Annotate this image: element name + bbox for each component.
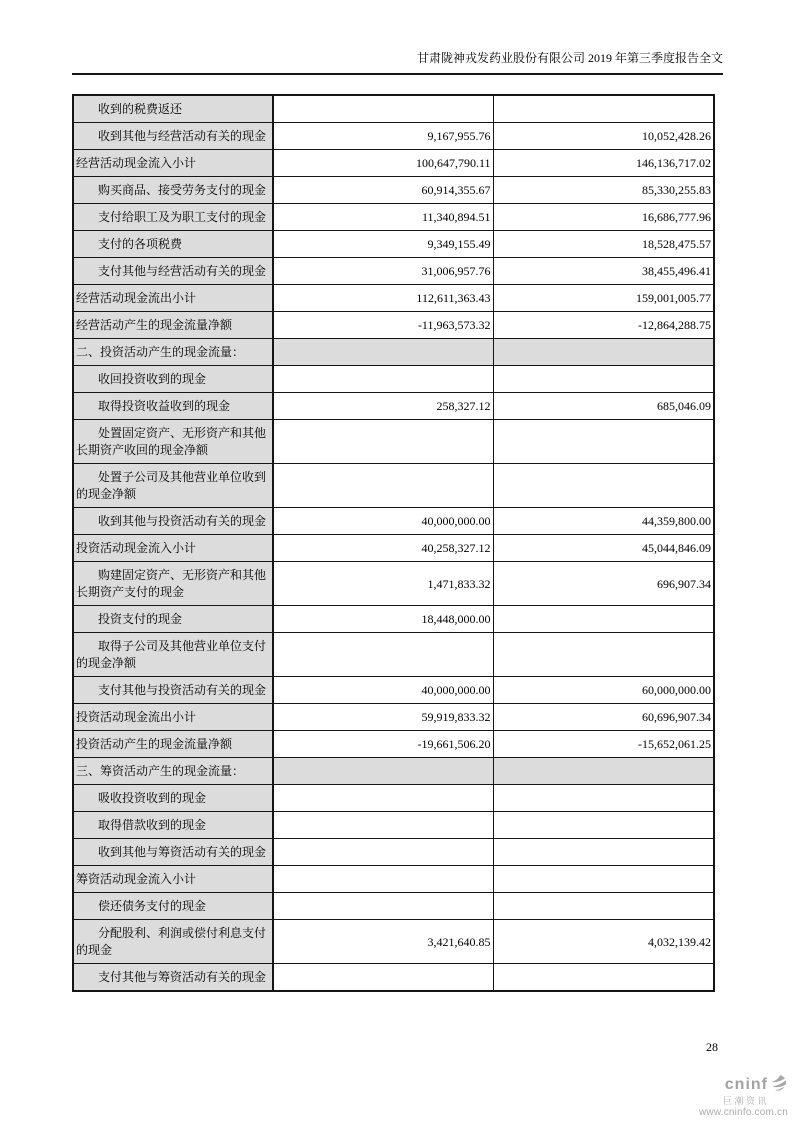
amount-col2: -12,864,288.75 (493, 312, 714, 339)
table-row (73, 285, 714, 312)
amount-col2: 685,046.09 (493, 393, 714, 420)
table-row (73, 204, 714, 231)
amount-col1: 1,471,833.32 (273, 562, 493, 606)
row-label: 取得借款收到的现金 (73, 812, 273, 839)
row-label: 吸收投资收到的现金 (73, 785, 273, 812)
amount-col1: 18,448,000.00 (273, 606, 493, 633)
amount-col2 (493, 633, 714, 677)
amount-col2: 60,696,907.34 (493, 704, 714, 731)
table-row (73, 366, 714, 393)
table-row (73, 964, 714, 992)
amount-col2 (493, 420, 714, 464)
row-label: 支付其他与筹资活动有关的现金 (73, 964, 273, 992)
table-row (73, 420, 714, 464)
table-row (73, 123, 714, 150)
amount-col2: -15,652,061.25 (493, 731, 714, 758)
row-label: 收到其他与筹资活动有关的现金 (73, 839, 273, 866)
table-row (73, 231, 714, 258)
table-row (73, 535, 714, 562)
amount-col1 (273, 366, 493, 393)
table-row (73, 758, 714, 785)
table-row (73, 704, 714, 731)
table-row (73, 785, 714, 812)
cninfo-website: www.cninfo.com.cn (699, 1107, 788, 1118)
row-label: 收到的税费返还 (73, 95, 273, 123)
amount-col1: 11,340,894.51 (273, 204, 493, 231)
row-label: 经营活动产生的现金流量净额 (73, 312, 273, 339)
amount-col1 (273, 785, 493, 812)
table-row (73, 95, 714, 123)
amount-col2 (493, 964, 714, 992)
row-label: 支付其他与投资活动有关的现金 (73, 677, 273, 704)
amount-col2 (493, 812, 714, 839)
row-label: 购买商品、接受劳务支付的现金 (73, 177, 273, 204)
cninfo-logo (699, 1074, 788, 1118)
row-label: 经营活动现金流出小计 (73, 285, 273, 312)
amount-col1 (273, 339, 493, 366)
row-label: 投资活动现金流入小计 (73, 535, 273, 562)
amount-col1: 40,000,000.00 (273, 677, 493, 704)
table-row (73, 893, 714, 920)
amount-col2 (493, 339, 714, 366)
row-label: 支付其他与经营活动有关的现金 (73, 258, 273, 285)
amount-col1 (273, 464, 493, 508)
amount-col2: 159,001,005.77 (493, 285, 714, 312)
table-row (73, 339, 714, 366)
cash-flow-table-body (73, 95, 714, 991)
amount-col1: 31,006,957.76 (273, 258, 493, 285)
amount-col2 (493, 785, 714, 812)
amount-col2: 85,330,255.83 (493, 177, 714, 204)
table-row (73, 393, 714, 420)
amount-col2: 18,528,475.57 (493, 231, 714, 258)
amount-col2: 45,044,846.09 (493, 535, 714, 562)
table-row (73, 920, 714, 964)
amount-col1 (273, 964, 493, 992)
table-row (73, 606, 714, 633)
cninfo-brand-cn: 巨潮资讯 (722, 1096, 769, 1106)
row-label: 处置固定资产、无形资产和其他长期资产收回的现金净额 (73, 420, 273, 464)
row-label: 投资活动现金流出小计 (73, 704, 273, 731)
table-row (73, 812, 714, 839)
amount-col1 (273, 420, 493, 464)
table-row (73, 312, 714, 339)
table-row (73, 464, 714, 508)
amount-col2: 696,907.34 (493, 562, 714, 606)
amount-col1: 100,647,790.11 (273, 150, 493, 177)
amount-col2 (493, 839, 714, 866)
row-label: 收回投资收到的现金 (73, 366, 273, 393)
row-label: 取得子公司及其他营业单位支付的现金净额 (73, 633, 273, 677)
table-row (73, 677, 714, 704)
row-label: 分配股利、利润或偿付利息支付的现金 (73, 920, 273, 964)
amount-col1 (273, 95, 493, 123)
table-row (73, 731, 714, 758)
amount-col2 (493, 758, 714, 785)
amount-col1 (273, 812, 493, 839)
row-label: 偿还债务支付的现金 (73, 893, 273, 920)
amount-col2 (493, 366, 714, 393)
amount-col2 (493, 464, 714, 508)
row-label: 取得投资收益收到的现金 (73, 393, 273, 420)
row-label: 收到其他与投资活动有关的现金 (73, 508, 273, 535)
amount-col2: 146,136,717.02 (493, 150, 714, 177)
page-header-title: 甘肃陇神戎发药业股份有限公司 2019 年第三季度报告全文 (416, 51, 723, 65)
amount-col1 (273, 633, 493, 677)
amount-col1 (273, 839, 493, 866)
table-row (73, 177, 714, 204)
amount-col1: -19,661,506.20 (273, 731, 493, 758)
table-row (73, 866, 714, 893)
amount-col2 (493, 606, 714, 633)
row-label: 购建固定资产、无形资产和其他长期资产支付的现金 (73, 562, 273, 606)
amount-col2: 44,359,800.00 (493, 508, 714, 535)
cninfo-swoosh-icon (769, 1074, 788, 1096)
amount-col1: 3,421,640.85 (273, 920, 493, 964)
amount-col1: 60,914,355.67 (273, 177, 493, 204)
amount-col2 (493, 866, 714, 893)
table-row (73, 258, 714, 285)
amount-col1: 258,327.12 (273, 393, 493, 420)
cninfo-logo-row (699, 1074, 788, 1096)
amount-col2: 10,052,428.26 (493, 123, 714, 150)
table-row (73, 633, 714, 677)
table-row (73, 562, 714, 606)
page-header (72, 51, 723, 75)
table-row (73, 839, 714, 866)
amount-col1: 112,611,363.43 (273, 285, 493, 312)
amount-col1 (273, 866, 493, 893)
amount-col2: 38,455,496.41 (493, 258, 714, 285)
amount-col2: 60,000,000.00 (493, 677, 714, 704)
row-label: 三、筹资活动产生的现金流量： (73, 758, 273, 785)
amount-col1: 59,919,833.32 (273, 704, 493, 731)
amount-col1: 40,000,000.00 (273, 508, 493, 535)
amount-col1: 9,167,955.76 (273, 123, 493, 150)
row-label: 支付的各项税费 (73, 231, 273, 258)
amount-col1: 9,349,155.49 (273, 231, 493, 258)
table-row (73, 150, 714, 177)
row-label: 处置子公司及其他营业单位收到的现金净额 (73, 464, 273, 508)
table-row (73, 508, 714, 535)
page-number: 28 (706, 1040, 718, 1054)
amount-col2 (493, 95, 714, 123)
row-label: 收到其他与经营活动有关的现金 (73, 123, 273, 150)
amount-col1 (273, 758, 493, 785)
amount-col2 (493, 893, 714, 920)
amount-col2: 4,032,139.42 (493, 920, 714, 964)
amount-col2: 16,686,777.96 (493, 204, 714, 231)
cninfo-brand-text: cninf (724, 1076, 768, 1093)
cash-flow-table (72, 94, 715, 992)
amount-col1: -11,963,573.32 (273, 312, 493, 339)
row-label: 二、投资活动产生的现金流量： (73, 339, 273, 366)
amount-col1: 40,258,327.12 (273, 535, 493, 562)
row-label: 筹资活动现金流入小计 (73, 866, 273, 893)
row-label: 支付给职工及为职工支付的现金 (73, 204, 273, 231)
amount-col1 (273, 893, 493, 920)
row-label: 投资支付的现金 (73, 606, 273, 633)
row-label: 经营活动现金流入小计 (73, 150, 273, 177)
row-label: 投资活动产生的现金流量净额 (73, 731, 273, 758)
